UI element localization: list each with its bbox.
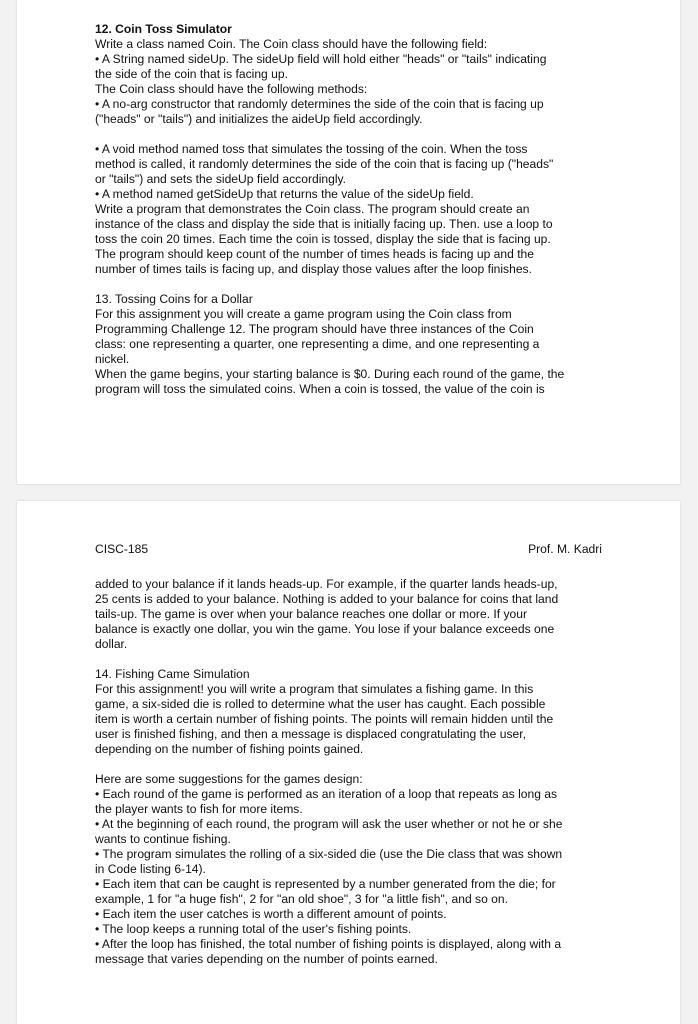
- text-line: • A String named sideUp. The sideUp field will hold either "heads" or "tails" indicating: [95, 52, 547, 66]
- text-line: • A method named getSideUp that returns the value of the sideUp field.: [95, 187, 474, 201]
- paragraph-design-suggestions: [95, 772, 607, 967]
- text-line: instance of the class and display the side that is initially facing up. Then. use a loop to: [95, 217, 553, 231]
- page-1-body: [95, 22, 607, 397]
- text-line: the side of the coin that is facing up.: [95, 67, 288, 81]
- paragraph-gap: [95, 652, 607, 667]
- text-line: Here are some suggestions for the games design:: [95, 772, 363, 786]
- text-line: toss the coin 20 times. Each time the coin is tossed, display the side that is facing up.: [95, 232, 551, 246]
- text-line: the player wants to fish for more items.: [95, 802, 303, 816]
- text-line: method is called, it randomly determines the side of the coin that is facing up ("heads": [95, 157, 554, 171]
- text-line: class: one representing a quarter, one representing a dime, and one representing a: [95, 337, 540, 351]
- text-line: When the game begins, your starting balance is $0. During each round of the game, the: [95, 367, 565, 381]
- document-page-1: [17, 0, 680, 484]
- paragraph-coin-class: [95, 37, 607, 127]
- text-line: example, 1 for "a huge fish", 2 for "an old shoe", 3 for "a little fish", and so on.: [95, 892, 508, 906]
- section-title-fishing-game: 14. Fishing Came Simulation: [95, 667, 250, 681]
- document-page-2: [17, 501, 680, 1024]
- text-line: message that varies depending on the number of points earned.: [95, 952, 438, 966]
- header-course-code: CISC-185: [95, 542, 149, 556]
- text-line: depending on the number of fishing points gained.: [95, 742, 364, 756]
- text-line: • A void method named toss that simulates the tossing of the coin. When the toss: [95, 142, 528, 156]
- text-line: added to your balance if it lands heads-up. For example, if the quarter lands heads-up,: [95, 577, 558, 591]
- text-line: For this assignment you will create a game program using the Coin class from: [95, 307, 512, 321]
- text-line: • The program simulates the rolling of a six-sided die (use the Die class that was shown: [95, 847, 563, 861]
- text-line: • After the loop has finished, the total number of fishing points is displayed, along with a: [95, 937, 562, 951]
- text-line: number of times tails is facing up, and display those values after the loop finishes.: [95, 262, 532, 276]
- paragraph-gap: [95, 277, 607, 292]
- text-line: • At the beginning of each round, the program will ask the user whether or not he or she: [95, 817, 563, 831]
- text-line: game, a six-sided die is rolled to determine what the user has caught. Each possible: [95, 697, 546, 711]
- text-line: dollar.: [95, 637, 128, 651]
- text-line: For this assignment! you will write a program that simulates a fishing game. In this: [95, 682, 534, 696]
- text-line: program will toss the simulated coins. When a coin is tossed, the value of the coin is: [95, 382, 545, 396]
- paragraph-coin-value: [95, 577, 607, 652]
- section-title-tossing-coins: 13. Tossing Coins for a Dollar: [95, 292, 253, 306]
- text-line: user is finished fishing, and then a message is displaced congratulating the user,: [95, 727, 526, 741]
- text-line: Write a class named Coin. The Coin class should have the following field:: [95, 37, 488, 51]
- text-line: or "tails") and sets the sideUp field accordingly.: [95, 172, 347, 186]
- paragraph-gap: [95, 757, 607, 772]
- text-line: 25 cents is added to your balance. Nothing is added to your balance for coins that land: [95, 592, 559, 606]
- paragraph-gap: [95, 127, 607, 142]
- text-line: • A no-arg constructor that randomly determines the side of the coin that is facing up: [95, 97, 544, 111]
- text-line: wants to continue fishing.: [95, 832, 231, 846]
- text-line: The Coin class should have the following methods:: [95, 82, 368, 96]
- text-line: balance is exactly one dollar, you win the game. You lose if your balance exceeds one: [95, 622, 555, 636]
- text-line: item is worth a certain number of fishing points. The points will remain hidden until the: [95, 712, 554, 726]
- text-line: ("heads" or "tails") and initializes the aideUp field accordingly.: [95, 112, 423, 126]
- text-line: Programming Challenge 12. The program should have three instances of the Coin: [95, 322, 534, 336]
- page-2-body: [95, 577, 607, 967]
- text-line: in Code listing 6-14).: [95, 862, 206, 876]
- paragraph-fishing-game: [95, 667, 607, 757]
- text-line: nickel.: [95, 352, 130, 366]
- header-instructor: Prof. M. Kadri: [528, 542, 602, 556]
- text-line: • The loop keeps a running total of the user's fishing points.: [95, 922, 412, 936]
- text-line: Write a program that demonstrates the Coin class. The program should create an: [95, 202, 530, 216]
- section-title-coin-toss: 12. Coin Toss Simulator: [95, 22, 232, 36]
- paragraph-tossing-coins: [95, 292, 607, 397]
- text-line: • Each item that can be caught is represented by a number generated from the die; for: [95, 877, 556, 891]
- text-line: • Each item the user catches is worth a different amount of points.: [95, 907, 447, 921]
- text-line: tails-up. The game is over when your balance reaches one dollar or more. If your: [95, 607, 528, 621]
- text-line: • Each round of the game is performed as an iteration of a loop that repeats as long as: [95, 787, 558, 801]
- text-line: The program should keep count of the number of times heads is facing up and the: [95, 247, 535, 261]
- paragraph-toss-method: [95, 142, 607, 277]
